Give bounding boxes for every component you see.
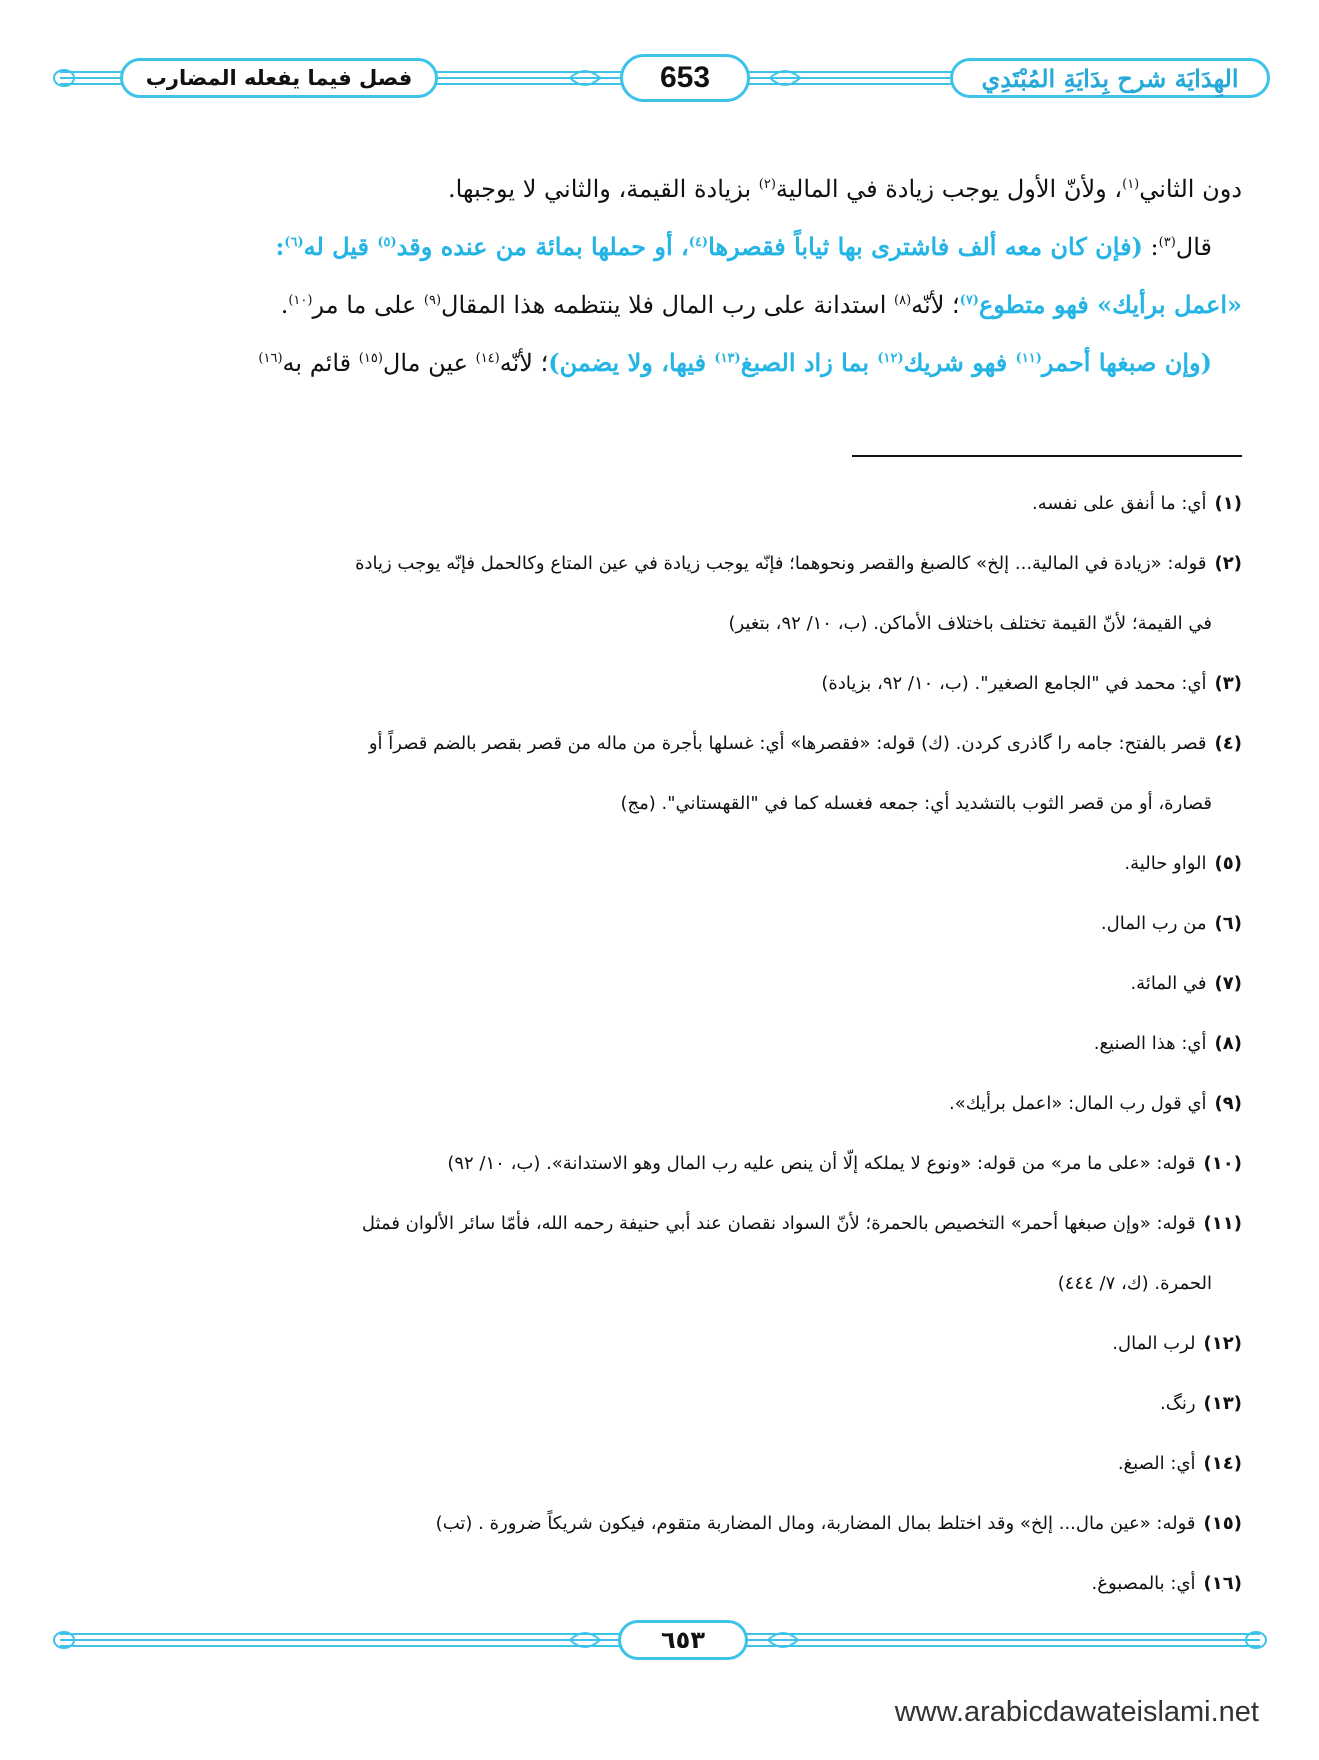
footnote-11: (١١)قوله: «وإن صبغها أحمر» التخصيص بالحمرة؛ لأنّ السواد نقصان عند أبي حنيفة رحمه الله، فأمّا سائر الألوان فمثل الحمرة. (ك، ٧/ ٤٤٤) xyxy=(361,1213,1242,1294)
footnote-14: (١٤)أي: الصبغ. xyxy=(1117,1453,1242,1474)
footnote-4: (٤)قصر بالفتح: جامه را گاذرى كردن. (ك) قوله: «فقصرها» أي: غسلها بأجرة من ماله من قصر بقصر بالضم قصراً أو قصارة، أو من قصر الثوب بالتشديد أي: جمعه فغسله كما في "القهستاني". (مج) xyxy=(368,733,1242,814)
footer-page-number: ٦٥٣ xyxy=(618,1620,748,1660)
page-footer xyxy=(50,1612,1270,1666)
page-number: 653 xyxy=(620,54,750,102)
footnote-9: (٩)أي قول رب المال: «اعمل برأيك». xyxy=(949,1093,1242,1114)
footnote-5: (٥)الواو حالية. xyxy=(1124,853,1242,874)
footnote-16: (١٦)أي: بالمصبوغ. xyxy=(1091,1573,1242,1594)
footnote-3: (٣)أي: محمد في "الجامع الصغير". (ب، ١٠/ ٩٢، بزيادة) xyxy=(821,673,1242,694)
footnote-8: (٨)أي: هذا الصنيع. xyxy=(1093,1033,1242,1054)
footnote-6: (٦)من رب المال. xyxy=(1100,913,1242,934)
footnotes xyxy=(100,474,1242,1614)
page-header xyxy=(50,48,1270,112)
main-line-1: دون الثاني$^{(١)}$، ولأنّ الأول يوجب زيادة في المالية$^{(٢)}$ بزيادة القيمة، والثاني لا يوجبها. xyxy=(447,175,1242,203)
main-line-2: قال$^{(٣)}$: (فإن كان معه ألف فاشترى بها ثياباً فقصرها$^{(٤)}$، أو حملها بمائة من عنده وقد$^{(٥)}$ قيل له$^{(٦)}$: xyxy=(275,232,1212,261)
footnote-13: (١٣)رنگ. xyxy=(1160,1393,1242,1414)
main-line-3: «اعمل برأيك» فهو متطوع$^{(٧)}$؛ لأنّه$^{(٨)}$ استدانة على رب المال فلا ينتظمه هذا المقال$^{(٩)}$ على ما مر$^{(١٠)}$. xyxy=(280,290,1242,319)
footnote-10: (١٠)قوله: «على ما مر» من قوله: «ونوع لا يملكه إلّا أن ينص عليه رب المال وهو الاستدانة». (ب، ١٠/ ٩٢) xyxy=(447,1153,1242,1174)
website-url[interactable]: www.arabicdawateislami.net xyxy=(894,1696,1259,1728)
footnote-1: (١)أي: ما أنفق على نفسه. xyxy=(1031,493,1242,514)
footnote-divider xyxy=(852,455,1242,457)
footnote-15: (١٥)قوله: «عين مال... إلخ» وقد اختلط بمال المضاربة، ومال المضاربة متقوم، فيكون شريكاً ضرورة . (تب) xyxy=(435,1513,1242,1534)
chapter-title: فصل فيما يفعله المضارب xyxy=(120,58,438,98)
main-text xyxy=(100,160,1242,392)
footnote-7: (٧)في المائة. xyxy=(1130,973,1242,994)
footnote-2: (٢)قوله: «زيادة في المالية... إلخ» كالصبغ والقصر ونحوهما؛ فإنّه يوجب زيادة في عين المتاع وكالحمل فإنّه يوجب زيادة في القيمة؛ لأنّ القيمة تختلف باختلاف الأماكن. (ب، ١٠/ ٩٢، بتغير) xyxy=(355,553,1242,634)
book-title: الهِدَايَة شرح بِدَايَةِ المُبْتَدِي xyxy=(950,58,1270,98)
main-line-4: (وإن صبغها أحمر$^{(١١)}$ فهو شريك$^{(١٢)}$ بما زاد الصبغ$^{(١٣)}$ فيها، ولا يضمن)؛ لأنّه$^{(١٤)}$ عين مال$^{(١٥)}$ قائم به$^{(١٦)}$ xyxy=(258,348,1212,377)
footnote-12: (١٢)لرب المال. xyxy=(1112,1333,1242,1354)
